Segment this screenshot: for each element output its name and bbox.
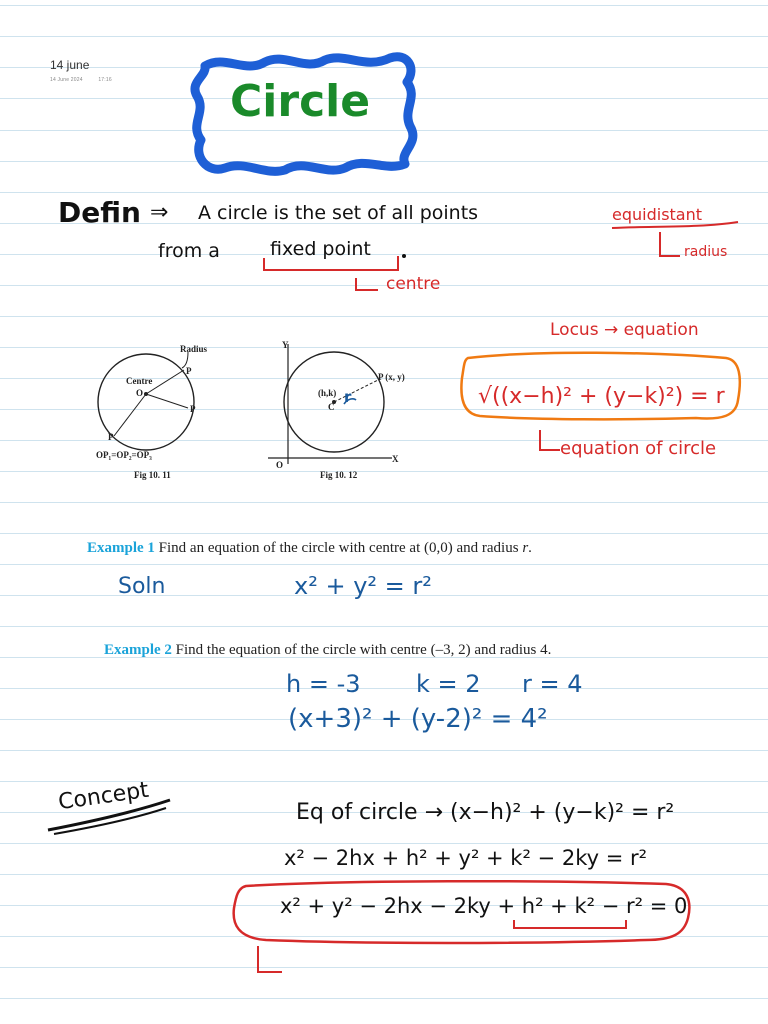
page-title: Circle [230, 76, 371, 127]
definition-arrow: ⇒ [150, 200, 169, 225]
definition-line1: A circle is the set of all points [198, 202, 479, 224]
centre-c-label: C [328, 402, 335, 412]
locus-heading: Locus → equation [550, 320, 699, 340]
axis-x-label: X [392, 454, 399, 464]
note-meta-time: 17:16 [98, 77, 112, 83]
example-2-k: k = 2 [416, 670, 481, 698]
locus-note: equation of circle [560, 438, 717, 459]
example-1-end: . [528, 540, 532, 556]
example-2-r: r = 4 [522, 670, 583, 698]
example-1-solution: x² + y² = r² [294, 572, 432, 600]
example-2-h: h = -3 [286, 670, 361, 698]
origin-label: O [276, 460, 284, 470]
example-2 [104, 642, 551, 659]
figure-10-11 [88, 338, 238, 488]
concept-heading: Concept [56, 777, 151, 816]
definition-lead: Defin [58, 196, 141, 229]
example-1-var: r [522, 540, 529, 556]
locus-formula: √((x−h)² + (y−k)²) = r [478, 384, 725, 409]
label-p3: P [108, 432, 114, 442]
example-2-text: Find the equation of the circle with centre (–3, 2) and radius 4. [175, 642, 552, 658]
definition-marks [0, 0, 768, 300]
definition-fixed-point: fixed point [270, 238, 371, 260]
example-1-soln-label: Soln [118, 574, 166, 599]
note-centre: centre [386, 274, 441, 294]
label-o: O [136, 388, 144, 398]
example-1-text: Find an equation of the circle with centre at (0,0) and radius [158, 540, 523, 556]
label-p2: P [190, 404, 196, 414]
figure-caption-right: Fig 10. 12 [320, 470, 358, 480]
label-p1: P [186, 366, 192, 376]
axis-y-label: Y [282, 340, 289, 350]
note-meta-date: 14 June 2024 [50, 77, 83, 83]
concept-line1: Eq of circle → (x−h)² + (y−k)² = r² [296, 800, 675, 825]
concept-underline [40, 796, 180, 836]
example-1-label: Example 1 [87, 540, 155, 556]
radius-r-label: r [344, 388, 352, 406]
point-p-label: P (x, y) [378, 372, 405, 382]
example-1 [87, 540, 532, 557]
definition-equidistant: equidistant [612, 205, 703, 224]
figure-caption-left: Fig 10. 11 [134, 470, 171, 480]
concept-line2: x² − 2hx + h² + y² + k² − 2ky = r² [284, 846, 648, 870]
label-centre: Centre [126, 376, 153, 386]
concept-line3: x² + y² − 2hx − 2ky + h² + k² − r² = 0 [280, 894, 688, 918]
figure-equation: OP₁=OP₂=OP₃ [96, 450, 152, 460]
definition-line2: from a [158, 240, 220, 262]
example-2-label: Example 2 [104, 642, 172, 658]
example-2-work: (x+3)² + (y-2)² = 4² [288, 704, 548, 734]
centre-coords-label: (h,k) [318, 388, 337, 398]
label-radius: Radius [180, 344, 208, 354]
note-radius: radius [684, 244, 728, 260]
note-date: 14 june [50, 58, 90, 72]
concept-note-arrow [252, 944, 292, 984]
